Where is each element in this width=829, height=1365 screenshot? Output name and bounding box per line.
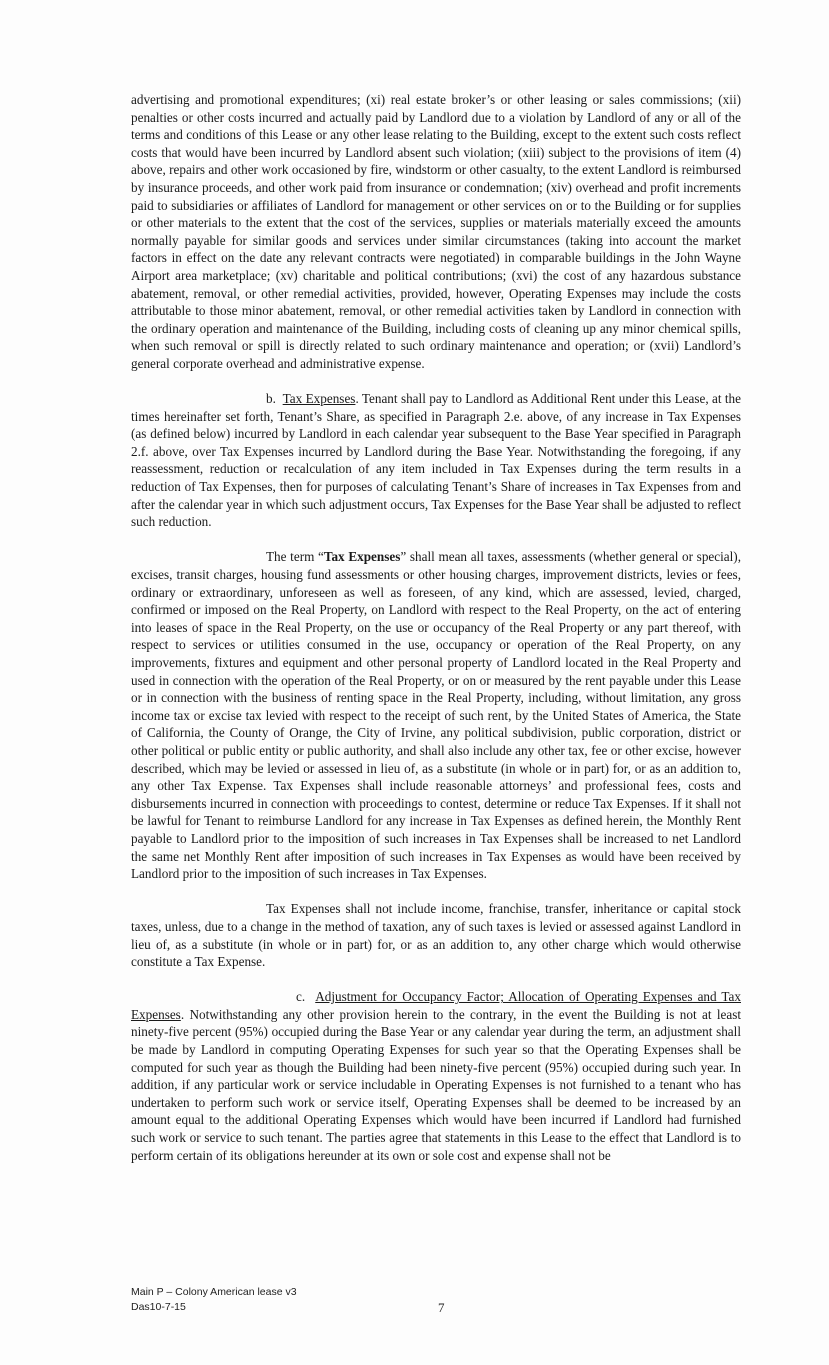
paragraph-text: . Notwithstanding any other provision herein to the contrary, in the event the Building is not at least ninety-five percent (95%) occupied during the Base Year or any calendar year during the term, an adjustment shall be made by Landlord in computing Operating Expenses for such year so that the Operating Expenses shall be computed for such year as though the Building had been ninety-five percent (95%) occupied during such year. In addition, if any particular work or service includable in Operating Expenses is not furnished to a tenant who has undertaken to perform such work or service itself, Operating Expenses shall be deemed to be increased by an amount equal to the additional Operating Expenses which would have been incurred if Landlord had furnished such work or service to such tenant. The parties agree that statements in this Lease to the effect that Landlord is to perform certain of its obligations hereunder at its own or sole cost and expense shall not be bbox=[131, 1006, 741, 1163]
footer-line-2: Das10-7-15 bbox=[131, 1301, 186, 1313]
section-heading: Adjustment for Occupancy Factor; Allocation of Operating Expenses and Tax Expenses bbox=[131, 989, 741, 1022]
paragraph-tax-expenses-definition bbox=[131, 548, 741, 882]
paragraph-text: The term “ bbox=[266, 549, 324, 565]
defined-term: Tax Expenses bbox=[323, 549, 401, 565]
paragraph-occupancy-adjustment bbox=[131, 988, 741, 1164]
paragraph-text: advertising and promotional expenditures; (xi) real estate broker’s or other leasing or sales commissions; (xii) penalties or other costs incurred and actually paid by Landlord due to a violation by Landlord of any or all of the terms and conditions of this Lease or any other lease relating to the Building, except to the extent such costs reflect costs that would have been incurred by Landlord absent such violation; (xiii) subject to the provisions of item (4) above, repairs and other work occasioned by fire, windstorm or other casualty, to the extent Landlord is reimbursed by insurance proceeds, and other work paid from insurance or condemnation; (xiv) overhead and profit increments paid to subsidiaries or affiliates of Landlord for management or other services on or to the Building or for supplies or other materials to the extent that the cost of the services, supplies or materials materially exceed the amounts normally payable for similar goods and services under similar circumstances (taking into account the market factors in effect on the date any relevant contracts were negotiated) in comparable buildings in the John Wayne Airport area marketplace; (xv) charitable and political contributions; (xvi) the cost of any hazardous substance abatement, removal, or other remedial activities, provided, however, Operating Expenses may include the costs attributable to those minor abatement, removal, or other remedial activities taken by Landlord in connection with the ordinary operation and maintenance of the Building, including costs of cleaning up any minor chemical spills, when such removal or spill is directly related to such ordinary maintenance and operation; or (xvii) Landlord’s general corporate overhead and administrative expense. bbox=[131, 92, 741, 371]
paragraph-text: Tax Expenses shall not include income, franchise, transfer, inheritance or capital stock taxes, unless, due to a change in the method of taxation, any of such taxes is levied or assessed against Landlord in lieu of, as a substitute (in whole or in part) for, or as an addition to, any other charge which would otherwise constitute a Tax Expense. bbox=[131, 901, 741, 970]
paragraph-exclusions-continued bbox=[131, 91, 741, 373]
footer-line-1: Main P – Colony American lease v3 bbox=[131, 1286, 297, 1298]
document-body bbox=[131, 91, 741, 1182]
section-heading: Tax Expenses bbox=[282, 391, 356, 407]
section-marker: b. bbox=[266, 391, 276, 407]
section-marker: c. bbox=[296, 989, 306, 1005]
paragraph-text: ” shall mean all taxes, assessments (whether general or special), excises, transit charges, housing fund assessments or other housing charges, improvement districts, levies or fees, ordinary or extraordinary, unforeseen as well as foreseen, of any kind, which are assessed, levied, charged, confirmed or imposed on the Real Property, on Landlord with respect to the Real Property, on the act of entering into leases of space in the Real Property, on the use or occupancy of the Real Property or any part thereof, with respect to services or utilities consumed in the use, occupancy or operation of the Real Property, on any improvements, fixtures and equipment and other personal property of Landlord located in the Real Property and used in connection with the operation of the Real Property, or on or measured by the rent payable under this Lease or in connection with the business of renting space in the Real Property, including, without limitation, any gross income tax or excise tax levied with respect to the receipt of such rent, by the United States of America, the State of California, the County of Orange, the City of Irvine, any political subdivision, public corporation, district or other political or public entity or public authority, and shall also include any other tax, fee or other excise, however described, which may be levied or assessed in lieu of, as a substitute (in whole or in part) for, or as an addition to, any other Tax Expense. Tax Expenses shall include reasonable attorneys’ and professional fees, costs and disbursements incurred in connection with proceedings to contest, determine or reduce Tax Expenses. If it shall not be lawful for Tenant to reimburse Landlord for any increase in Tax Expenses as defined herein, the Monthly Rent payable to Landlord prior to the imposition of such increases in Tax Expenses shall be increased to net Landlord the same net Monthly Rent after imposition of such increases in Tax Expenses as would have been received by Landlord prior to the imposition of such increases in Tax Expenses. bbox=[131, 549, 741, 882]
paragraph-text: . Tenant shall pay to Landlord as Additional Rent under this Lease, at the times hereinafter set forth, Tenant’s Share, as specified in Paragraph 2.e. above, of any increase in Tax Expenses (as defined below) incurred by Landlord in each calendar year subsequent to the Base Year specified in Paragraph 2.f. above, over Tax Expenses incurred by Landlord during the Base Year. Notwithstanding the foregoing, if any reassessment, reduction or recalculation of any item included in Tax Expenses during the term results in a reduction of Tax Expenses, then for purposes of calculating Tenant’s Share of increases in Tax Expenses from and after the calendar year in which such adjustment occurs, Tax Expenses for the Base Year shall be adjusted to reflect such reduction. bbox=[131, 391, 742, 530]
document-footer bbox=[131, 1285, 297, 1315]
paragraph-tax-expenses bbox=[131, 390, 741, 531]
paragraph-tax-expenses-exclusions bbox=[131, 900, 741, 970]
page-number: 7 bbox=[438, 1300, 445, 1315]
